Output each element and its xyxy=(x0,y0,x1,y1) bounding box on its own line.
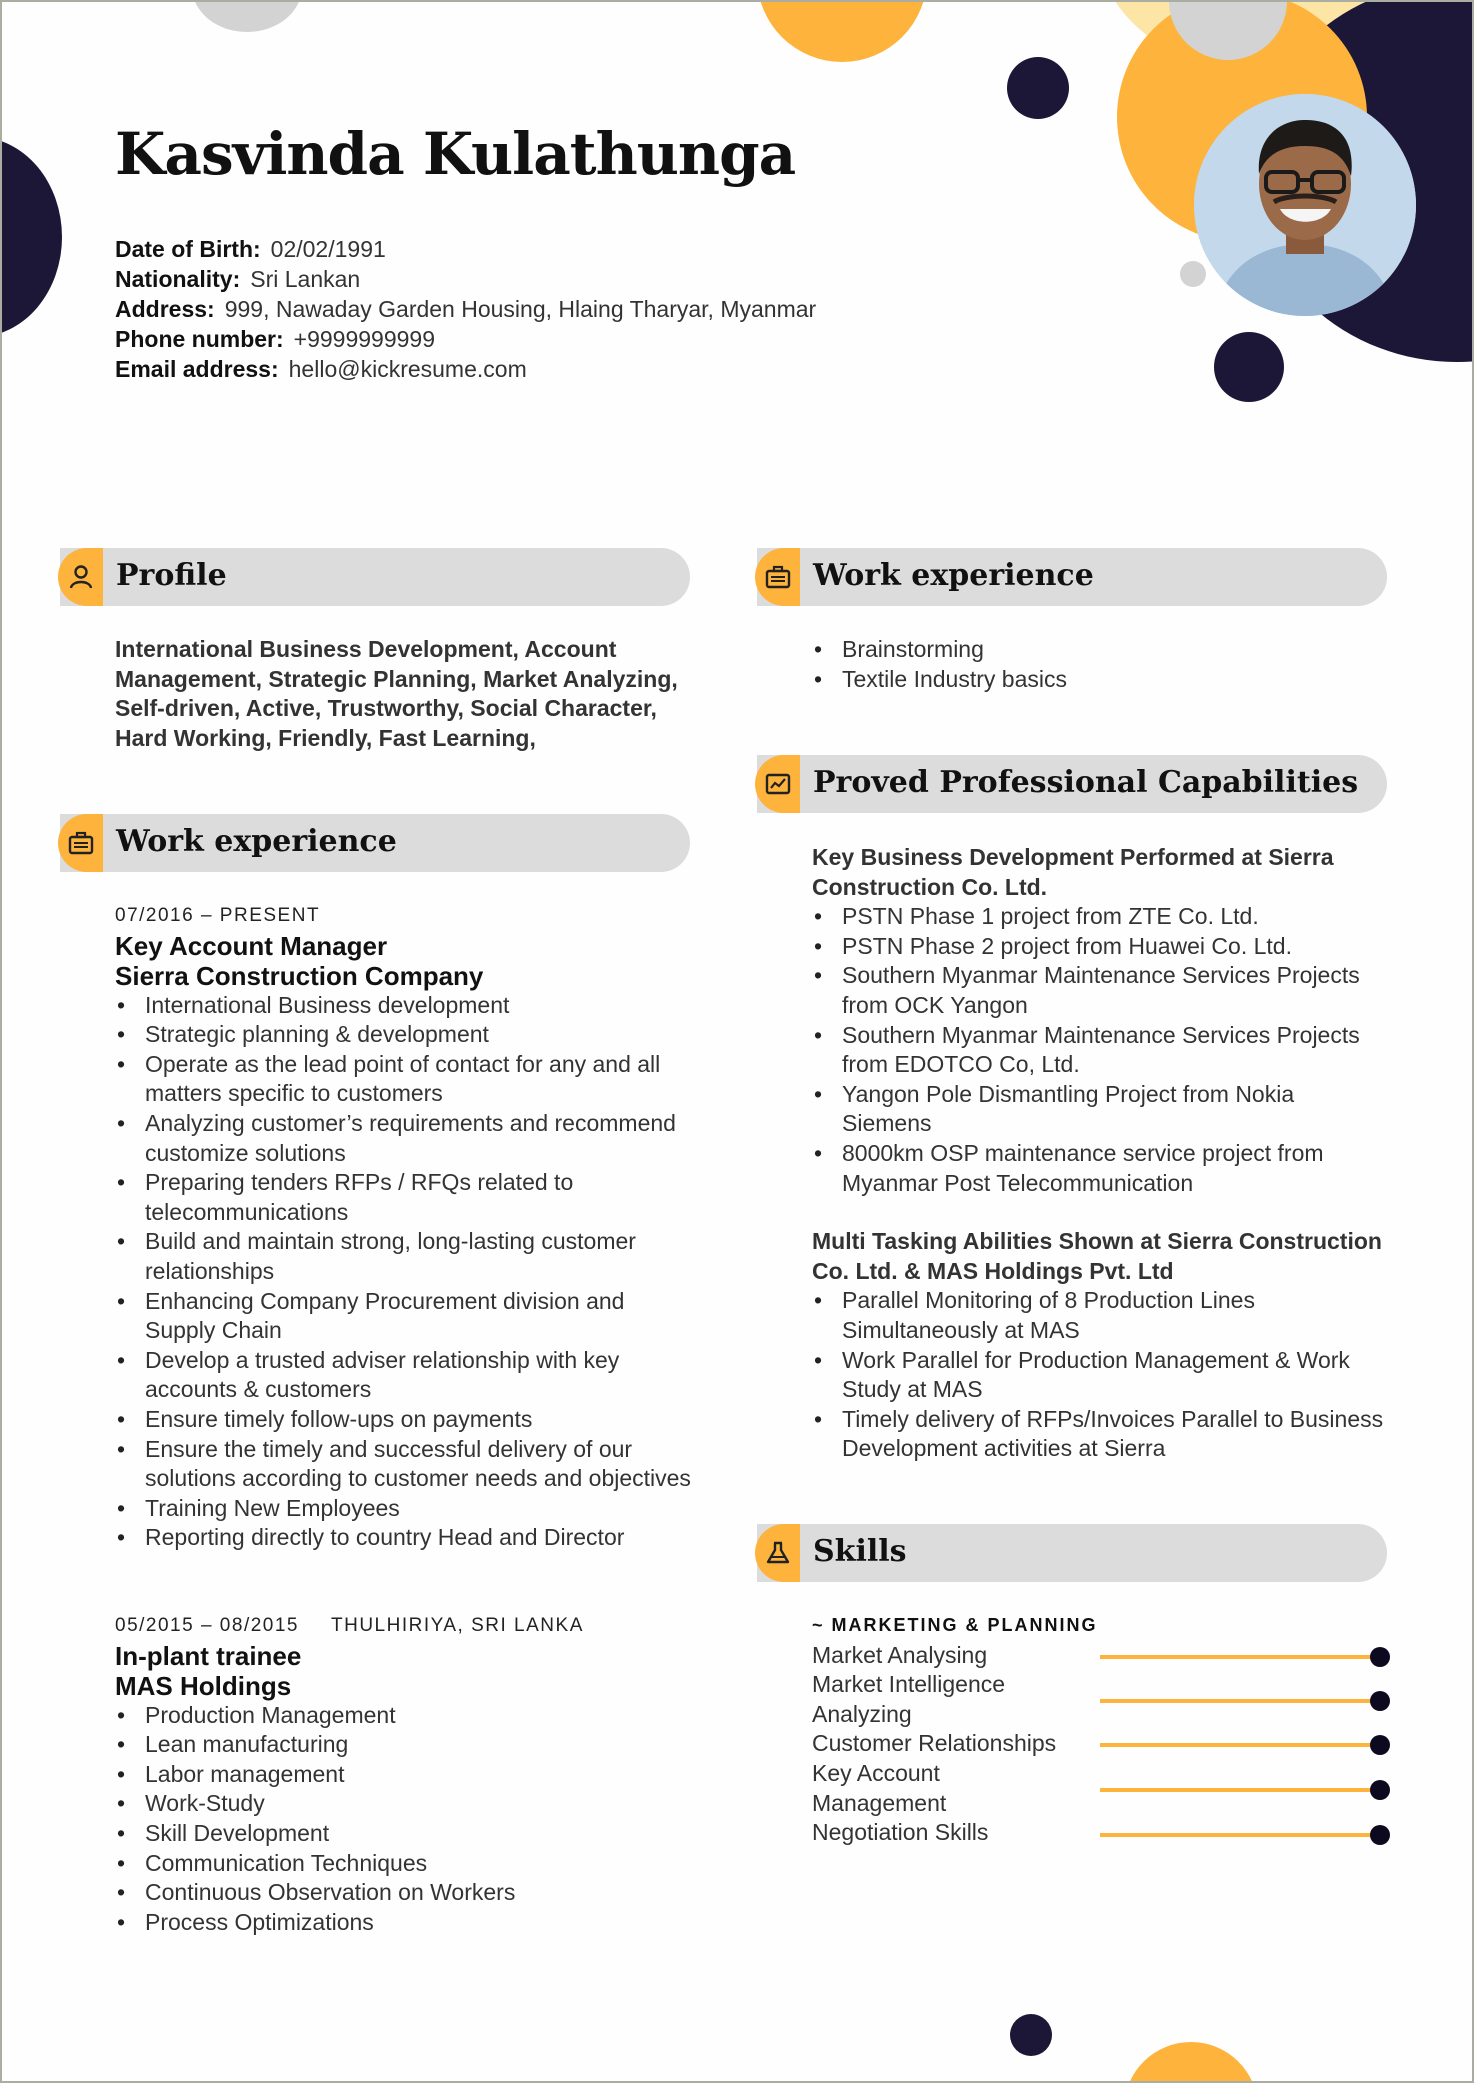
section-title-work-right: Work experience xyxy=(813,558,1094,593)
list-item: • Build and maintain strong, long-lasting customer relationships xyxy=(145,1227,695,1286)
job-title: In-plant trainee xyxy=(115,1640,302,1671)
info-row-dob: Date of Birth: 02/02/1991 xyxy=(115,236,386,262)
list-item: • Southern Myanmar Maintenance Services Projects from OCK Yangon xyxy=(842,961,1387,1020)
list-item: • Brainstorming xyxy=(842,635,1387,665)
job-bullets xyxy=(115,1701,695,1938)
flask-icon xyxy=(765,1540,791,1566)
decor-circle-grey-top xyxy=(192,0,302,32)
job-company: Sierra Construction Company xyxy=(115,960,484,991)
capability-group-heading: Key Business Development Performed at Sierra Construction Co. Ltd. xyxy=(812,844,1334,900)
section-title-skills: Skills xyxy=(813,1534,907,1569)
skill-level-dot xyxy=(1370,1647,1390,1667)
section-header-capabilities xyxy=(757,755,1387,813)
skill-name: Negotiation Skills xyxy=(812,1819,989,1846)
capabilities-content xyxy=(812,843,1387,1464)
section-tab xyxy=(755,1524,800,1582)
job-entry-2 xyxy=(115,1611,695,1937)
list-item: • Develop a trusted adviser relationship with key accounts & customers xyxy=(145,1346,695,1405)
job-dates-location: 05/2015 – 08/2015 THULHIRIYA, SRI LANKA xyxy=(115,1615,584,1636)
list-item: • Work Parallel for Production Management & Work Study at MAS xyxy=(842,1346,1387,1405)
list-item: • Enhancing Company Procurement division and Supply Chain xyxy=(145,1287,695,1346)
skills-category: ~ MARKETING & PLANNING xyxy=(812,1615,1098,1635)
list-item: • Process Optimizations xyxy=(145,1908,695,1938)
decor-circle-yellow-top xyxy=(757,0,927,62)
list-item: • PSTN Phase 2 project from Huawei Co. Ltd. xyxy=(842,932,1387,962)
decor-circle-grey-tiny xyxy=(1180,261,1206,287)
section-tab xyxy=(58,548,103,606)
skill-level-dot xyxy=(1370,1691,1390,1711)
section-header-profile xyxy=(60,548,690,606)
list-item: • 8000km OSP maintenance service project from Myanmar Post Telecommunication xyxy=(842,1139,1387,1198)
list-item: • Production Management xyxy=(145,1701,695,1731)
capability-group-heading: Multi Tasking Abilities Shown at Sierra Construction Co. Ltd. & MAS Holdings Pvt. Ltd xyxy=(812,1228,1382,1284)
job-company: MAS Holdings xyxy=(115,1670,292,1701)
skill-level-dot xyxy=(1370,1825,1390,1845)
list-item: • Yangon Pole Dismantling Project from Nokia Siemens xyxy=(842,1080,1387,1139)
list-item: • Strategic planning & development xyxy=(145,1020,695,1050)
list-item: • Ensure timely follow-ups on payments xyxy=(145,1405,695,1435)
skill-level-dot xyxy=(1370,1780,1390,1800)
list-item: • Labor management xyxy=(145,1760,695,1790)
list-item: • International Business development xyxy=(145,991,695,1021)
decor-circle-dark-mid xyxy=(1214,332,1284,402)
list-item: • Reporting directly to country Head and Director xyxy=(145,1523,695,1553)
list-item: • Communication Techniques xyxy=(145,1849,695,1879)
job-location: THULHIRIYA, SRI LANKA xyxy=(331,1615,584,1636)
list-item: • PSTN Phase 1 project from ZTE Co. Ltd. xyxy=(842,902,1387,932)
profile-text: International Business Development, Account Management, Strategic Planning, Market Analyzing, Self-driven, Active, Trustworthy, Social Character, Hard Working, Friendly, Fast Learning, xyxy=(115,636,678,751)
job-entry-1 xyxy=(115,901,695,1553)
capability-bullets xyxy=(812,902,1387,1198)
list-item: • Lean manufacturing xyxy=(145,1730,695,1760)
skill-level-bar xyxy=(1100,1699,1380,1703)
work-right-list xyxy=(812,635,1387,694)
list-item: • Analyzing customer’s requirements and recommend customize solutions xyxy=(145,1109,695,1168)
skill-level-bar xyxy=(1100,1788,1380,1792)
briefcase-icon xyxy=(765,564,791,590)
skills-content xyxy=(812,1611,1098,1848)
candidate-name: Kasvinda Kulathunga xyxy=(115,120,796,188)
capability-bullets xyxy=(812,1286,1387,1464)
list-item: • Operate as the lead point of contact for any and all matters specific to customers xyxy=(145,1050,695,1109)
list-item: • Skill Development xyxy=(145,1819,695,1849)
profile-photo xyxy=(1194,94,1416,316)
section-title-work-left: Work experience xyxy=(116,824,397,859)
list-item: • Preparing tenders RFPs / RFQs related to telecommunications xyxy=(145,1168,695,1227)
skill-level-bar xyxy=(1100,1743,1380,1747)
section-header-work-left xyxy=(60,814,690,872)
section-title-profile: Profile xyxy=(116,558,227,593)
skill-name: Customer Relationships xyxy=(812,1730,1057,1757)
list-item: • Textile Industry basics xyxy=(842,665,1387,695)
info-row-nationality: Nationality: Sri Lankan xyxy=(115,266,361,292)
section-header-work-right xyxy=(757,548,1387,606)
list-item: • Southern Myanmar Maintenance Services Projects from EDOTCO Co, Ltd. xyxy=(842,1021,1387,1080)
list-item: • Work-Study xyxy=(145,1789,695,1819)
info-row-phone: Phone number: +9999999999 xyxy=(115,326,436,352)
chart-icon xyxy=(765,771,791,797)
list-item: • Parallel Monitoring of 8 Production Lines Simultaneously at MAS xyxy=(842,1286,1387,1345)
job-title: Key Account Manager xyxy=(115,930,388,961)
personal-info xyxy=(115,234,816,384)
skill-level-bar xyxy=(1100,1655,1380,1659)
list-item: • Timely delivery of RFPs/Invoices Parallel to Business Development activities at Sierra xyxy=(842,1405,1387,1464)
skill-name: Market Intelligence Analyzing xyxy=(812,1671,1006,1727)
list-item: • Continuous Observation on Workers xyxy=(145,1878,695,1908)
section-tab xyxy=(755,755,800,813)
info-row-email: Email address: hello@kickresume.com xyxy=(115,356,527,382)
list-item: • Ensure the timely and successful delivery of our solutions according to customer needs and objectives xyxy=(145,1435,695,1494)
section-header-skills xyxy=(757,1524,1387,1582)
skill-level-bar xyxy=(1100,1833,1380,1837)
decor-circle-yellow-bottom xyxy=(1124,2042,1258,2083)
section-tab xyxy=(58,814,103,872)
job-dates: 07/2016 – PRESENT xyxy=(115,905,321,926)
list-item: • Training New Employees xyxy=(145,1494,695,1524)
decor-circle-dark-bottom xyxy=(1010,2014,1052,2056)
decor-circle-dark-small xyxy=(1007,57,1069,119)
briefcase-icon xyxy=(68,830,94,856)
skill-name: Market Analysing xyxy=(812,1641,988,1668)
skill-name: Key Account Management xyxy=(812,1759,947,1816)
job-bullets xyxy=(115,991,695,1553)
section-tab xyxy=(755,548,800,606)
work-right-bullets xyxy=(812,635,1387,694)
person-icon xyxy=(68,564,94,590)
info-row-address: Address: 999, Nawaday Garden Housing, Hlaing Tharyar, Myanmar xyxy=(115,296,817,322)
decor-circle-left-dark xyxy=(0,137,62,337)
skill-level-dot xyxy=(1370,1735,1390,1755)
section-title-capabilities: Proved Professional Capabilities xyxy=(813,765,1359,800)
